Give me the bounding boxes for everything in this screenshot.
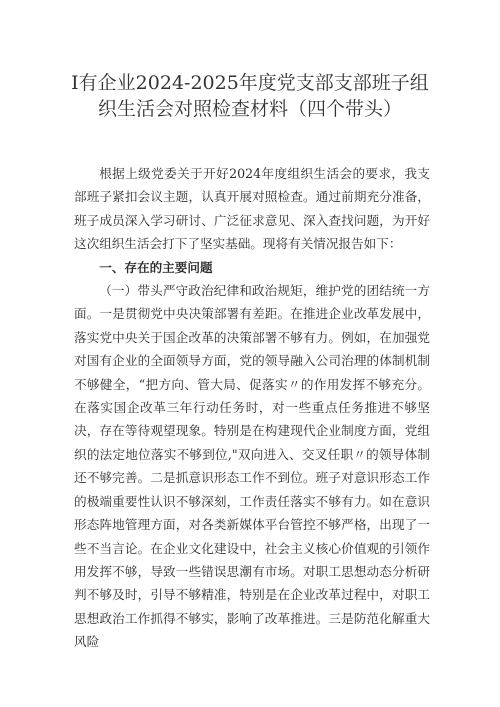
intro-paragraph: 根据上级党委关于开好2024年度组织生活会的要求，我支部班子紧扣会议主题，认真开展对照检查。通过前期充分准备，班子成员深入学习研讨、广泛征求意见、深入查找问题，为开好这次组织生活会打下了坚实基础。现将有关情况报告如下： [74,166,430,252]
document-body [74,162,430,654]
title-line-2: 织生活会对照检查材料（四个带头） [97,98,402,120]
document-title [40,70,460,122]
section-heading: 一、存在的主要问题 [99,259,213,275]
title-line-1: I有企业2024-2025年度党支部支部班子组 [71,72,429,94]
body-paragraph: （一）带头严守政治纪律和政治规矩，维护党的团结统一方面。一是贯彻党中央决策部署有差距。在推进企业改革发展中，落实党中央关于国企改革的决策部署不够有力。例如，在加强党对国有企业的全面领导方面，党的领导融入公司治理的体制机制不够健全，“把方向、管大局、促落实〃的作用发挥不够充分。在落实国企改革三年行动任务时，对一些重点任务推进不够坚决，存在等待观望现象。特别是在构建现代企业制度方面，党组织的法定地位落实不够到位,"双向进入、交叉任职〃的领导体制还不够完善。二是抓意识形态工作不到位。班子对意识形态工作的极端重要性认识不够深刻，工作责任落实不够有力。如在意识形态阵地管理方面，对各类新媒体平台管控不够严格，出现了一些不当言论。在企业文化建设中，社会主义核心价值观的引领作用发挥不够，导致一些错误思潮有市场。对职工思想动态分析研判不够及时，引导不够精准，特别是在企业改革过程中，对职工思想政治工作抓得不够实，影响了改革推进。三是防范化解重大风险 [74,283,430,650]
